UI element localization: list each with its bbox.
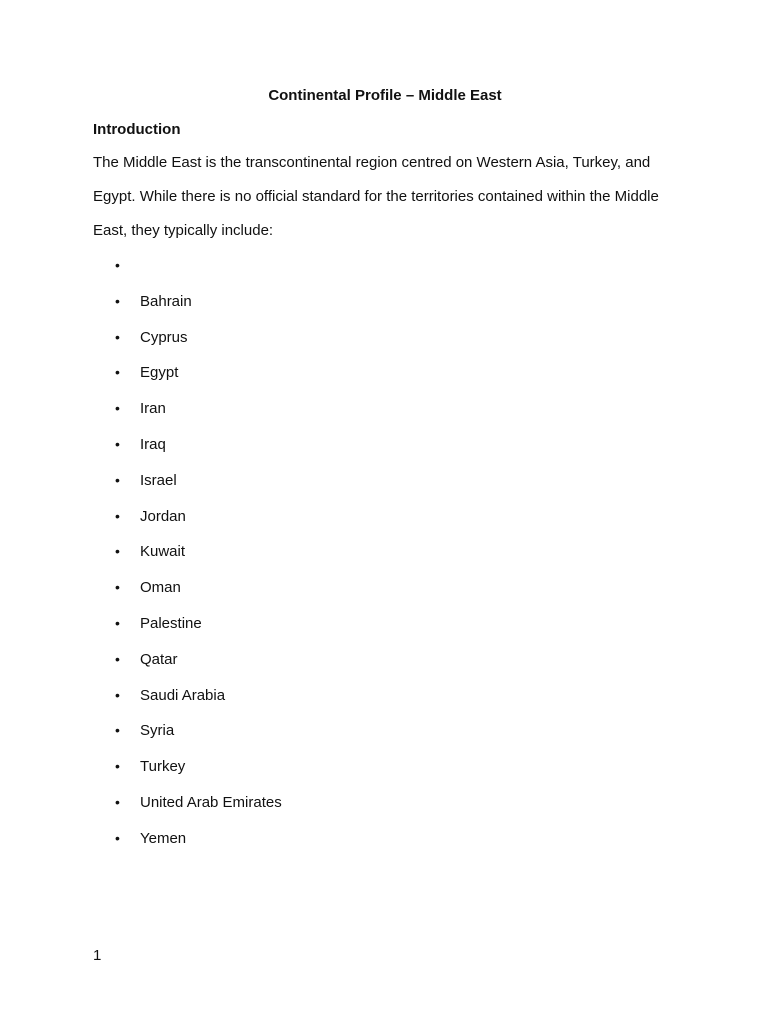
bullet-icon: • bbox=[115, 435, 120, 452]
bullet-icon: • bbox=[115, 507, 120, 524]
country-name: Qatar bbox=[140, 650, 178, 668]
list-item bbox=[0, 499, 282, 535]
bullet-icon: • bbox=[115, 292, 120, 309]
country-name: Turkey bbox=[140, 758, 186, 776]
list-item bbox=[0, 355, 282, 391]
list-item bbox=[0, 642, 282, 678]
list-item bbox=[0, 534, 282, 570]
country-name: Iraq bbox=[140, 435, 166, 453]
country-name: Oman bbox=[140, 579, 181, 597]
country-name: Israel bbox=[140, 471, 177, 489]
section-heading: Introduction bbox=[93, 121, 181, 138]
country-name: Palestine bbox=[140, 614, 202, 632]
country-name: Jordan bbox=[140, 507, 186, 525]
bullet-icon: • bbox=[115, 471, 120, 488]
country-name: Cyprus bbox=[140, 328, 188, 346]
bullet-icon: • bbox=[115, 257, 120, 273]
page-number: 1 bbox=[93, 947, 102, 964]
bullet-icon: • bbox=[115, 400, 120, 417]
country-name: Yemen bbox=[140, 829, 187, 847]
list-item bbox=[0, 391, 282, 427]
country-name: United Arab Emirates bbox=[140, 793, 282, 811]
bullet-icon: • bbox=[115, 650, 120, 667]
intro-paragraph: The Middle East is the transcontinental region centred on Western Asia, Turkey, and Egypt. While there is no official standard for the territories contained within the Middle East, they typically include: bbox=[93, 154, 659, 239]
country-name: Bahrain bbox=[140, 292, 192, 310]
list-item bbox=[0, 821, 282, 857]
list-item bbox=[0, 749, 282, 785]
bullet-icon: • bbox=[115, 758, 120, 775]
list-item bbox=[0, 678, 282, 714]
list-item bbox=[0, 320, 282, 356]
country-list bbox=[0, 248, 282, 857]
bullet-icon: • bbox=[115, 829, 120, 846]
bullet-icon: • bbox=[115, 328, 120, 345]
bullet-icon: • bbox=[115, 722, 120, 739]
list-item bbox=[0, 713, 282, 749]
document-title: Continental Profile – Middle East bbox=[268, 87, 502, 104]
bullet-icon: • bbox=[115, 686, 120, 703]
country-name: Saudi Arabia bbox=[140, 686, 226, 704]
list-item bbox=[0, 463, 282, 499]
country-name: Egypt bbox=[140, 364, 179, 382]
bullet-icon: • bbox=[115, 793, 120, 810]
list-item bbox=[0, 284, 282, 320]
list-item bbox=[0, 570, 282, 606]
bullet-icon: • bbox=[115, 543, 120, 560]
list-item bbox=[0, 427, 282, 463]
list-item bbox=[0, 248, 282, 284]
country-name: Syria bbox=[140, 722, 175, 740]
bullet-icon: • bbox=[115, 614, 120, 631]
country-name: Kuwait bbox=[140, 543, 186, 561]
country-name: Iran bbox=[140, 400, 166, 418]
list-item bbox=[0, 785, 282, 821]
bullet-icon: • bbox=[115, 364, 120, 381]
list-item bbox=[0, 606, 282, 642]
bullet-icon: • bbox=[115, 579, 120, 596]
